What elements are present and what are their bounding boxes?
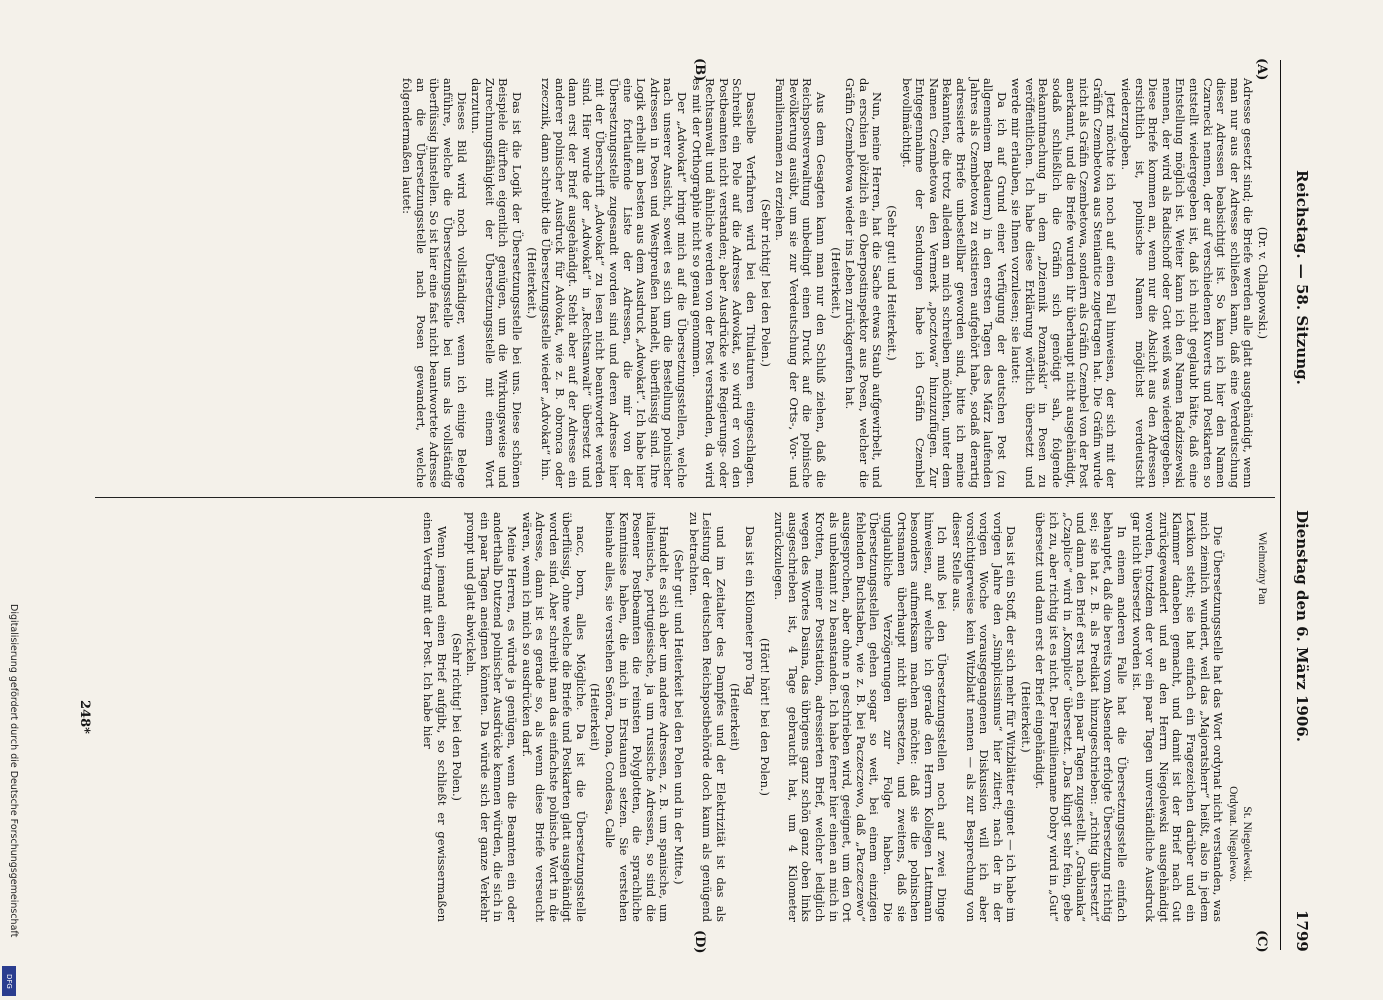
paragraph: Handelt es sich aber um andere Adressen, z. B. um spanische, um italienische, portugiesische, ja um russische Adressen, so sind die Posener Postbeamten die reinsten Polyglotten, die sprachliche Kenntnisse haben, die mich in Erstaunen setzen. Sie verstehen beinahe alles, sie verstehen Señora, Dona, Condesa, Calle bbox=[603, 512, 672, 922]
sheet-signature: 248* bbox=[77, 700, 92, 734]
page-number: 1799 bbox=[1293, 910, 1311, 952]
right-text-column bbox=[420, 512, 1269, 922]
paragraph: Das ist die Logik der Übersetzungsstelle bei uns. Diese schönen Beispiele dürften eigentlich genügen, um die Wirkungsweise und Zurechnungsfähigkeit der Übersetzungsstelle mit einem Wort darzutun. bbox=[469, 78, 524, 488]
address-line bbox=[1240, 532, 1254, 882]
address-line-left: Wielmożny Pan bbox=[1256, 532, 1268, 605]
paragraph: In einem anderen Falle hat die Übersetzungsstelle einfach behauptet, daß die bereits vom Absender erfolgte Übersetzung richtig sei; sie hat z. B. als Predikat hinzugeschrieben: „richtig übersetzt“ und dann den Brief erst nach ein paar Tagen zugestellt. „Grabianka“ „Czaplice“ wird in „Komplice“ übersetzt. „Das klingt sehr fein, gebe ich zu, aber richtig ist es nicht. Der Familienname Dobry wird in „Gut“ übersetzt und dann erst der Brief eingehändigt. bbox=[1033, 512, 1130, 922]
margin-marker-b: (B) bbox=[692, 58, 707, 82]
margin-marker-a: (A) bbox=[1254, 58, 1269, 81]
interjection: (Sehr richtig! bei den Polen.) bbox=[758, 198, 773, 368]
interjection: (Hört! hört! bei den Polen.) bbox=[757, 637, 772, 796]
paragraph: Ich muß bei den Übersetzungsstellen noch auf zwei Dinge hinweisen, auf welche ich gerade den Herrn Kollegen Lattmann besonders aufmerksam machen möchte: daß sie die polnischen Ortsnamen überhaupt nicht übersetzen, und zweitens, daß sie unglaubliche Verzögerungen zur Folge haben. Die Übersetzungsstellen gehen sogar so weit, bei einem einzigen fehlenden Buchstaben, wie z. B. bei Paczeczewo, daß „Paczeczewo“ ausgesprochen, aber ohne n geschrieben wird, geeignet, um den Ort als unbekannt zu beanstanden. Ich habe ferner hier einen an mich in Krotten, meiner Poststation, adressierten Brief, welcher lediglich wegen des Wortes Dasina, das übrigens ganz schön ganz oben links ausgeschrieben ist, 4 Tage gebraucht hat, um 4 Kilometer zurückzulegen. bbox=[772, 512, 950, 922]
address-line-right: St. Niegolewski. bbox=[1241, 806, 1254, 882]
header-rule bbox=[1280, 60, 1281, 950]
address-line bbox=[1225, 532, 1239, 882]
interjection: (Heiterkeit) bbox=[588, 683, 603, 751]
margin-marker-c: (C) bbox=[1254, 930, 1269, 953]
interjection: (Heiterkeit.) bbox=[1018, 681, 1033, 753]
digitization-credit-text: Digitalisierung gefördert durch die Deutsche Forschungsgemeinschaft bbox=[8, 604, 19, 938]
paragraph: Der „Adwokat“ bringt mich auf die Übersetzungsstellen, welche nach unserer Ansicht, soweit es sich um die Bestellung polnischer Adressen in Posen und Westpreußen handelt, überflüssig sind. Ihre Logik erhellt am besten aus dem Ausdruck „Adwokat“. Ich habe hier eine fortlaufende Liste der Adressen, die mir von der Übersetzungsstelle zugesandt worden sind und deren Adresse hier mit der Überschrift „Adwokat“ zu lesen nicht beantwortet werden sind. Hier wurde der „Adwokat“ in „Rechtsanwalt“ übersetzt und dann erst der Brief ausgehändigt. Steht aber auf der Adresse ein anderer polnischer Ausdruck für Advokat, wie z. B. obronca oder rzecznik, dann schreibt die Übersetzungsstelle wieder „Advokat“ hin. bbox=[539, 78, 690, 488]
paragraph: nacc, born, alles Mögliche. Da ist die Übersetzungsstelle überflüssig, ohne welche die Briefe und Postkarten glatt ausgehändigt worden sind. Aber schreibt man das einfachste polnische Wort in die Adresse, dann ist es gerade so, als wenn diese Briefe verseucht wären, wenn ich mich so ausdrücken darf. bbox=[519, 512, 588, 922]
paragraph: Dieses Bild wird noch vollständiger, wenn ich einige Belege anführe, welche die Übersetzungsstelle bei uns als vollständig überflüssig hinstellen. So ist hier eine fast nicht beantwortete Adresse an die Übersetzungsstelle nach Posen gewandert, welche folgendermaßen lautet: bbox=[400, 78, 469, 488]
interjection: (Heiterkeit.) bbox=[524, 247, 539, 319]
dfg-logo-icon: DFG bbox=[2, 966, 16, 996]
paragraph: und im Zeitalter des Dampfes und der Elektrizität ist das als Leistung der deutschen Reichspostbehörde doch kaum als genügend zu betrachten. bbox=[686, 512, 728, 922]
interjection: (Sehr gut! und Heiterkeit.) bbox=[884, 205, 899, 361]
paragraph: Das ist ein Kilometer pro Tag bbox=[743, 526, 758, 696]
interjection: (Sehr gut! und Heiterkeit bei den Polen und in der Mitte.) bbox=[672, 549, 687, 885]
paragraph: Das ist ein Stoff, der sich mehr für Witzblätter eignet — ich habe im vorigen Jahre den „Simplicissimus“ hier zitiert; nach der in der vorigen Woche vorausgegangenen Diskussion will ich aber vorsichtigerweise kein Witzblatt nennen — als zur Besprechung von dieser Stelle aus. bbox=[949, 512, 1019, 922]
paragraph: Dasselbe Verfahren wird bei den Titulaturen eingeschlagen. Schreibt ein Pole auf die Adresse Adwokat, so wird er von den Postbeamten nicht verstanden; aber Ausdrücke wie Regierungs- oder Rechtsanwalt und ähnliche werden von der Post verstanden, da wird es mit der Orthographie nicht so genau genommen. bbox=[689, 78, 759, 488]
paragraph: Die Übersetzungsstelle hat das Wort ordynat nicht verstanden, was mich ziemlich wundert, weil das „Majoratsherr“ heißt, also in jedem Lexikon steht; sie hat einfach ein Fragezeichen darüber und ein Klammer daneben gemacht, und damit ist der Brief nach Gut zurückgewandert und an den Herrn Niegolewski ausgehändigt worden, trotzdem der vor ein paar Tagen unverständliche Ausdruck gar nicht übersetzt worden ist. bbox=[1129, 512, 1226, 922]
interjection: (Heiterkeit.) bbox=[828, 247, 843, 319]
column-divider bbox=[95, 497, 1275, 498]
margin-marker-d: (D) bbox=[692, 930, 707, 954]
interjection: (Dr. v. Chlapowski.) bbox=[1256, 226, 1270, 340]
interjection: (Sehr richtig! bei den Polen.) bbox=[449, 632, 464, 802]
left-text-column bbox=[399, 78, 1269, 488]
running-header-right: Dienstag den 6. März 1906. bbox=[1293, 510, 1311, 742]
paragraph: Nun, meine Herren, hat die Sache etwas Staub aufgewirbelt, und da erschien plötzlich ein Oberpostinspektor aus Posen, welcher die Gräfin Czembetowa wieder ins Leben zurückgerufen hat. bbox=[843, 78, 885, 488]
paragraph: Jetzt möchte ich noch auf einen Fall hinweisen, der sich mit der Gräfin Czembetowa aus Steniantice zugetragen hat. Die Gräfin wurde nicht als Gräfin Czembetowa, sondern als Gräfin Czembel von der Post anerkannt, und die Briefe wurden ihr überhaupt nicht ausgehändigt, sodaß schließlich die Gräfin sich genötigt sah, folgende Bekanntmachung in dem „Dziennik Poznański“ in Posen zu veröffentlichen. Ich habe diese Erklärung wörtlich übersetzt und werde mir erlauben, sie Ihnen vorzulesen; sie lautet: bbox=[1009, 78, 1119, 488]
paragraph: Wenn jemand einen Brief aufgibt, so schließt er gewissermaßen einen Vertrag mit der Post. Ich habe hier bbox=[421, 512, 449, 922]
paragraph: Da ich auf Grund einer Verfügung der deutschen Post (zu allgemeinem Bedauern) in den ersten Tagen des März laufenden Jahres als Czembetowa zu existieren aufgehört habe, sodaß derartig adressierte Briefe unbestellbar geworden sind, bitte ich meine Bekannten, die trotz alledem an mich schreiben möchten, unter dem Namen Czembetowa den Vermerk „pocztowa“ hinzuzufügen. Zur Entgegennahme der Sendungen habe ich Gräfin Czembel bevollmächtigt. bbox=[899, 78, 1009, 488]
address-line bbox=[1254, 532, 1268, 882]
interjection: (Heiterkeit) bbox=[728, 683, 743, 751]
address-line-right: Ordynat. Niegolewo. bbox=[1226, 786, 1239, 882]
paragraph: Aus dem Gesagten kann man nur den Schluß ziehen, daß die Reichspostverwaltung unbedingt einen Druck auf die polnische Bevölkerung ausübt, um sie zur Verdeutschung der Orts-, Vor- und Familiennamen zu erziehen. bbox=[773, 78, 828, 488]
paragraph: Meine Herren, es würde ja genügen, wenn die Beamten ein oder anderthalb Dutzend polnischer Ausdrücke kennen würden, die sich in ein paar Tagen aneignen könnten. Da würde sich der ganze Verkehr prompt und glatt abwickeln. bbox=[464, 512, 519, 922]
paragraph: Adresse gesetzt sind; die Briefe werden alle glatt ausgehändigt, wenn man nur aus der Adresse schließen kann, daß eine Verdeutschung dieser Adressen beabsichtigt ist. So kann ich hier den Namen Czarnecki nennen, der auf verschiedenen Kuverts und Postkarten so entstellt wiedergegeben ist, daß ich nicht geglaubt hätte, daß eine Entstellung möglich ist. Weiter kann ich den Namen Radziszewski nennen, der wird als Radischoff oder Gott weiß was wiedergegeben. Diese Briefe kommen an, wenn nur die Absicht aus den Adressen ersichtlich ist, polnische Namen möglichst verdeutscht wiederzugeben. bbox=[1119, 78, 1256, 488]
digitization-credit bbox=[2, 604, 20, 998]
running-header-left: Reichstag. — 58. Sitzung. bbox=[1293, 170, 1311, 385]
document-page bbox=[27, 0, 1327, 1000]
